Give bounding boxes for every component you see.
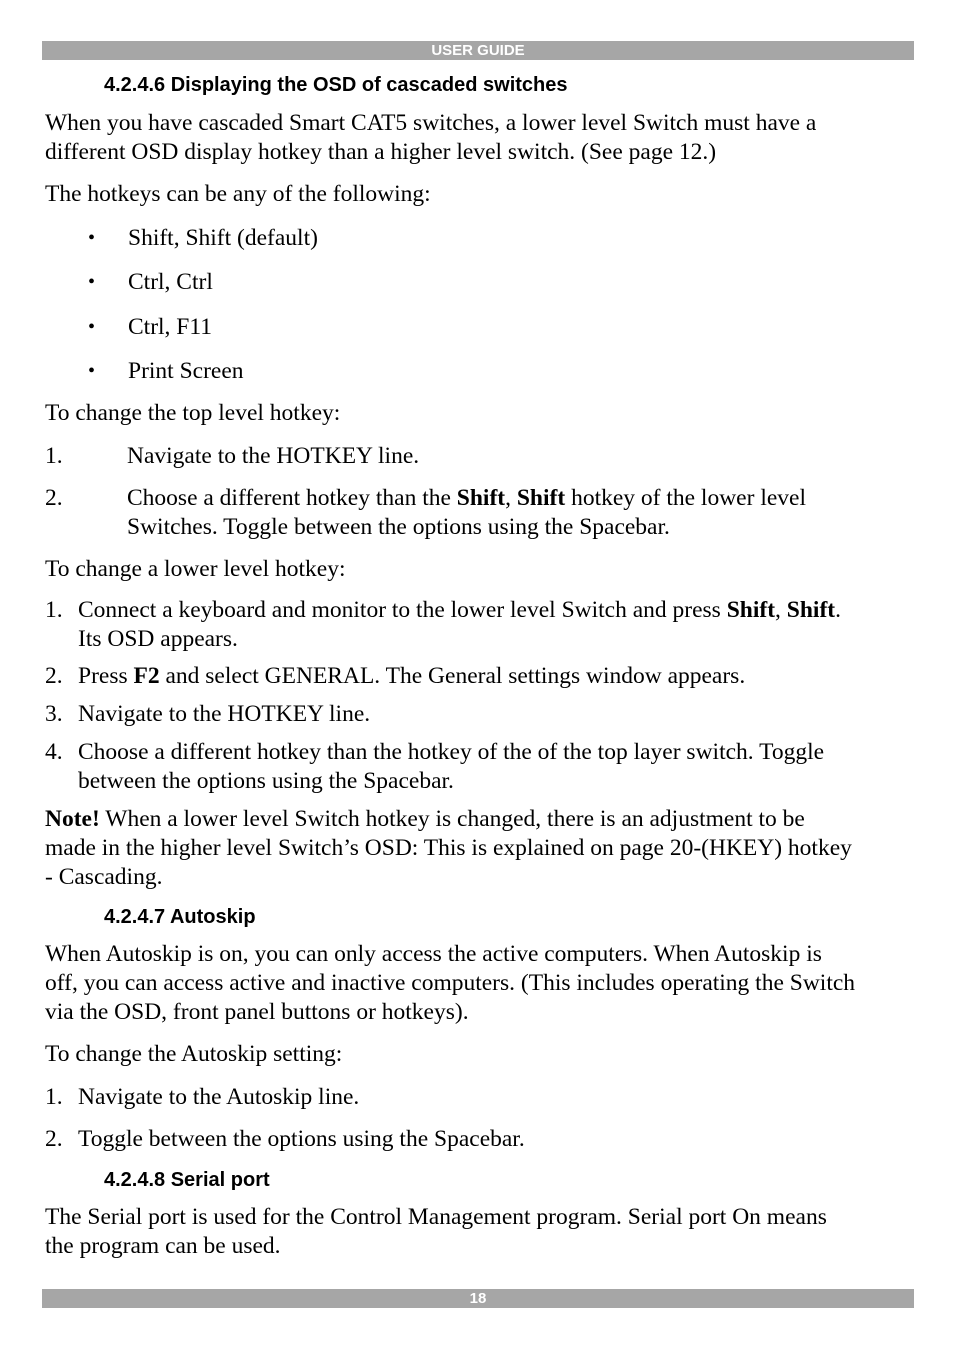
autoskip-step-1: Navigate to the Autoskip line. [78, 1084, 360, 1110]
note-line-3: - Cascading. [45, 864, 163, 890]
header-label: USER GUIDE [431, 42, 525, 59]
low-step-1-line-2: Its OSD appears. [78, 626, 238, 652]
lower-level-intro: To change a lower level hotkey: [45, 556, 346, 582]
list-number: 2. [45, 1126, 63, 1152]
heading-cascaded: 4.2.4.6 Displaying the OSD of cascaded switches [104, 74, 568, 96]
list-number: 3. [45, 701, 63, 727]
footer-bar [42, 1289, 914, 1308]
list-number: 1. [45, 1084, 63, 1110]
autoskip-intro: To change the Autoskip setting: [45, 1041, 343, 1067]
top-step-2-line-2: Switches. Toggle between the options using the Spacebar. [127, 514, 670, 540]
intro-line-2: different OSD display hotkey than a higher level switch. (See page 12.) [45, 139, 717, 165]
low-step-1: Connect a keyboard and monitor to the lower level Switch and press Shift, Shift. [78, 597, 841, 623]
hotkey-item: Shift, Shift (default) [128, 225, 318, 251]
autoskip-line-1: When Autoskip is on, you can only access the active computers. When Autoskip is [45, 941, 822, 967]
hotkey-item: Ctrl, F11 [128, 314, 213, 340]
top-level-intro: To change the top level hotkey: [45, 400, 341, 426]
low-step-2: Press F2 and select GENERAL. The General settings window appears. [78, 663, 746, 689]
hotkey-item: Ctrl, Ctrl [128, 269, 213, 295]
autoskip-line-2: off, you can access active and inactive computers. (This includes operating the Switch [45, 970, 856, 996]
serial-line-2: the program can be used. [45, 1233, 281, 1259]
heading-autoskip: 4.2.4.7 Autoskip [104, 906, 256, 928]
list-number: 1. [45, 443, 63, 469]
list-number: 1. [45, 597, 63, 623]
hotkeys-intro: The hotkeys can be any of the following: [45, 181, 431, 207]
autoskip-step-2: Toggle between the options using the Spacebar. [78, 1126, 525, 1152]
hotkey-item: Print Screen [128, 358, 244, 384]
top-step-1: Navigate to the HOTKEY line. [127, 443, 420, 469]
low-step-4: Choose a different hotkey than the hotkey of the of the top layer switch. Toggle [78, 739, 825, 765]
note-label: Note! [45, 806, 100, 832]
low-step-4-line-2: between the options using the Spacebar. [78, 768, 454, 794]
bullet-icon: • [88, 360, 96, 382]
header-bar [42, 41, 914, 60]
intro-line-1: When you have cascaded Smart CAT5 switches, a lower level Switch must have a [45, 110, 817, 136]
page-number: 18 [469, 1290, 487, 1307]
low-step-3: Navigate to the HOTKEY line. [78, 701, 371, 727]
autoskip-line-3: via the OSD, front panel buttons or hotkeys). [45, 999, 469, 1025]
heading-serial-port: 4.2.4.8 Serial port [104, 1169, 270, 1191]
note-line-2: made in the higher level Switch’s OSD: This is explained on page 20-(HKEY) hotkey [45, 835, 852, 861]
list-number: 4. [45, 739, 63, 765]
top-step-2: Choose a different hotkey than the Shift, Shift hotkey of the lower level [127, 485, 806, 511]
bullet-icon: • [88, 227, 96, 249]
bullet-icon: • [88, 271, 96, 293]
list-number: 2. [45, 663, 63, 689]
note-line-1: Note! When a lower level Switch hotkey is changed, there is an adjustment to be [45, 806, 805, 832]
serial-line-1: The Serial port is used for the Control Management program. Serial port On means [45, 1204, 827, 1230]
list-number: 2. [45, 485, 63, 511]
bullet-icon: • [88, 316, 96, 338]
